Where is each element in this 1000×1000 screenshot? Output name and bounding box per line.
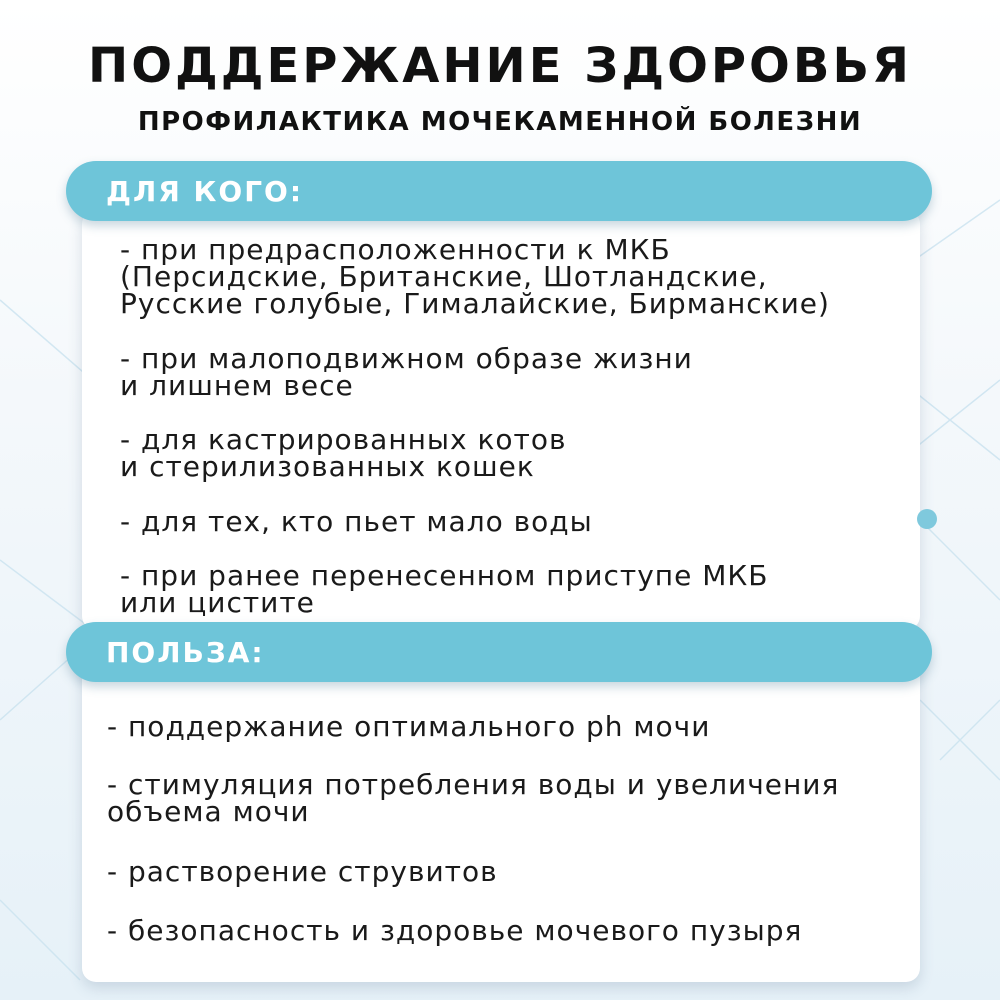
list-item: - безопасность и здоровье мочевого пузыря: [107, 914, 803, 947]
list-item: - при ранее перенесенном приступе МКБ или цистите: [120, 559, 769, 619]
decorative-dot: [917, 509, 937, 529]
for-whom-label: ДЛЯ КОГО:: [106, 174, 304, 208]
page-title: ПОДДЕРЖАНИЕ ЗДОРОВЬЯ: [88, 38, 912, 94]
list-item: - для кастрированных котов и стерилизованных кошек: [120, 423, 567, 483]
page-subtitle: ПРОФИЛАКТИКА МОЧЕКАМЕННОЙ БОЛЕЗНИ: [137, 107, 863, 137]
list-item: - стимуляция потребления воды и увеличения объема мочи: [107, 768, 840, 828]
list-item: - растворение струвитов: [107, 855, 498, 888]
list-item: - при малоподвижном образе жизни и лишнем весе: [120, 342, 693, 402]
benefit-label: ПОЛЬЗА:: [106, 635, 265, 669]
list-item: - для тех, кто пьет мало воды: [120, 505, 593, 538]
benefit-header: [66, 622, 932, 682]
list-item: - при предрасположенности к МКБ (Персидские, Британские, Шотландские, Русские голубые, Гималайские, Бирманские): [120, 233, 830, 320]
for-whom-header: [66, 161, 932, 221]
list-item: - поддержание оптимального ph мочи: [107, 710, 711, 743]
